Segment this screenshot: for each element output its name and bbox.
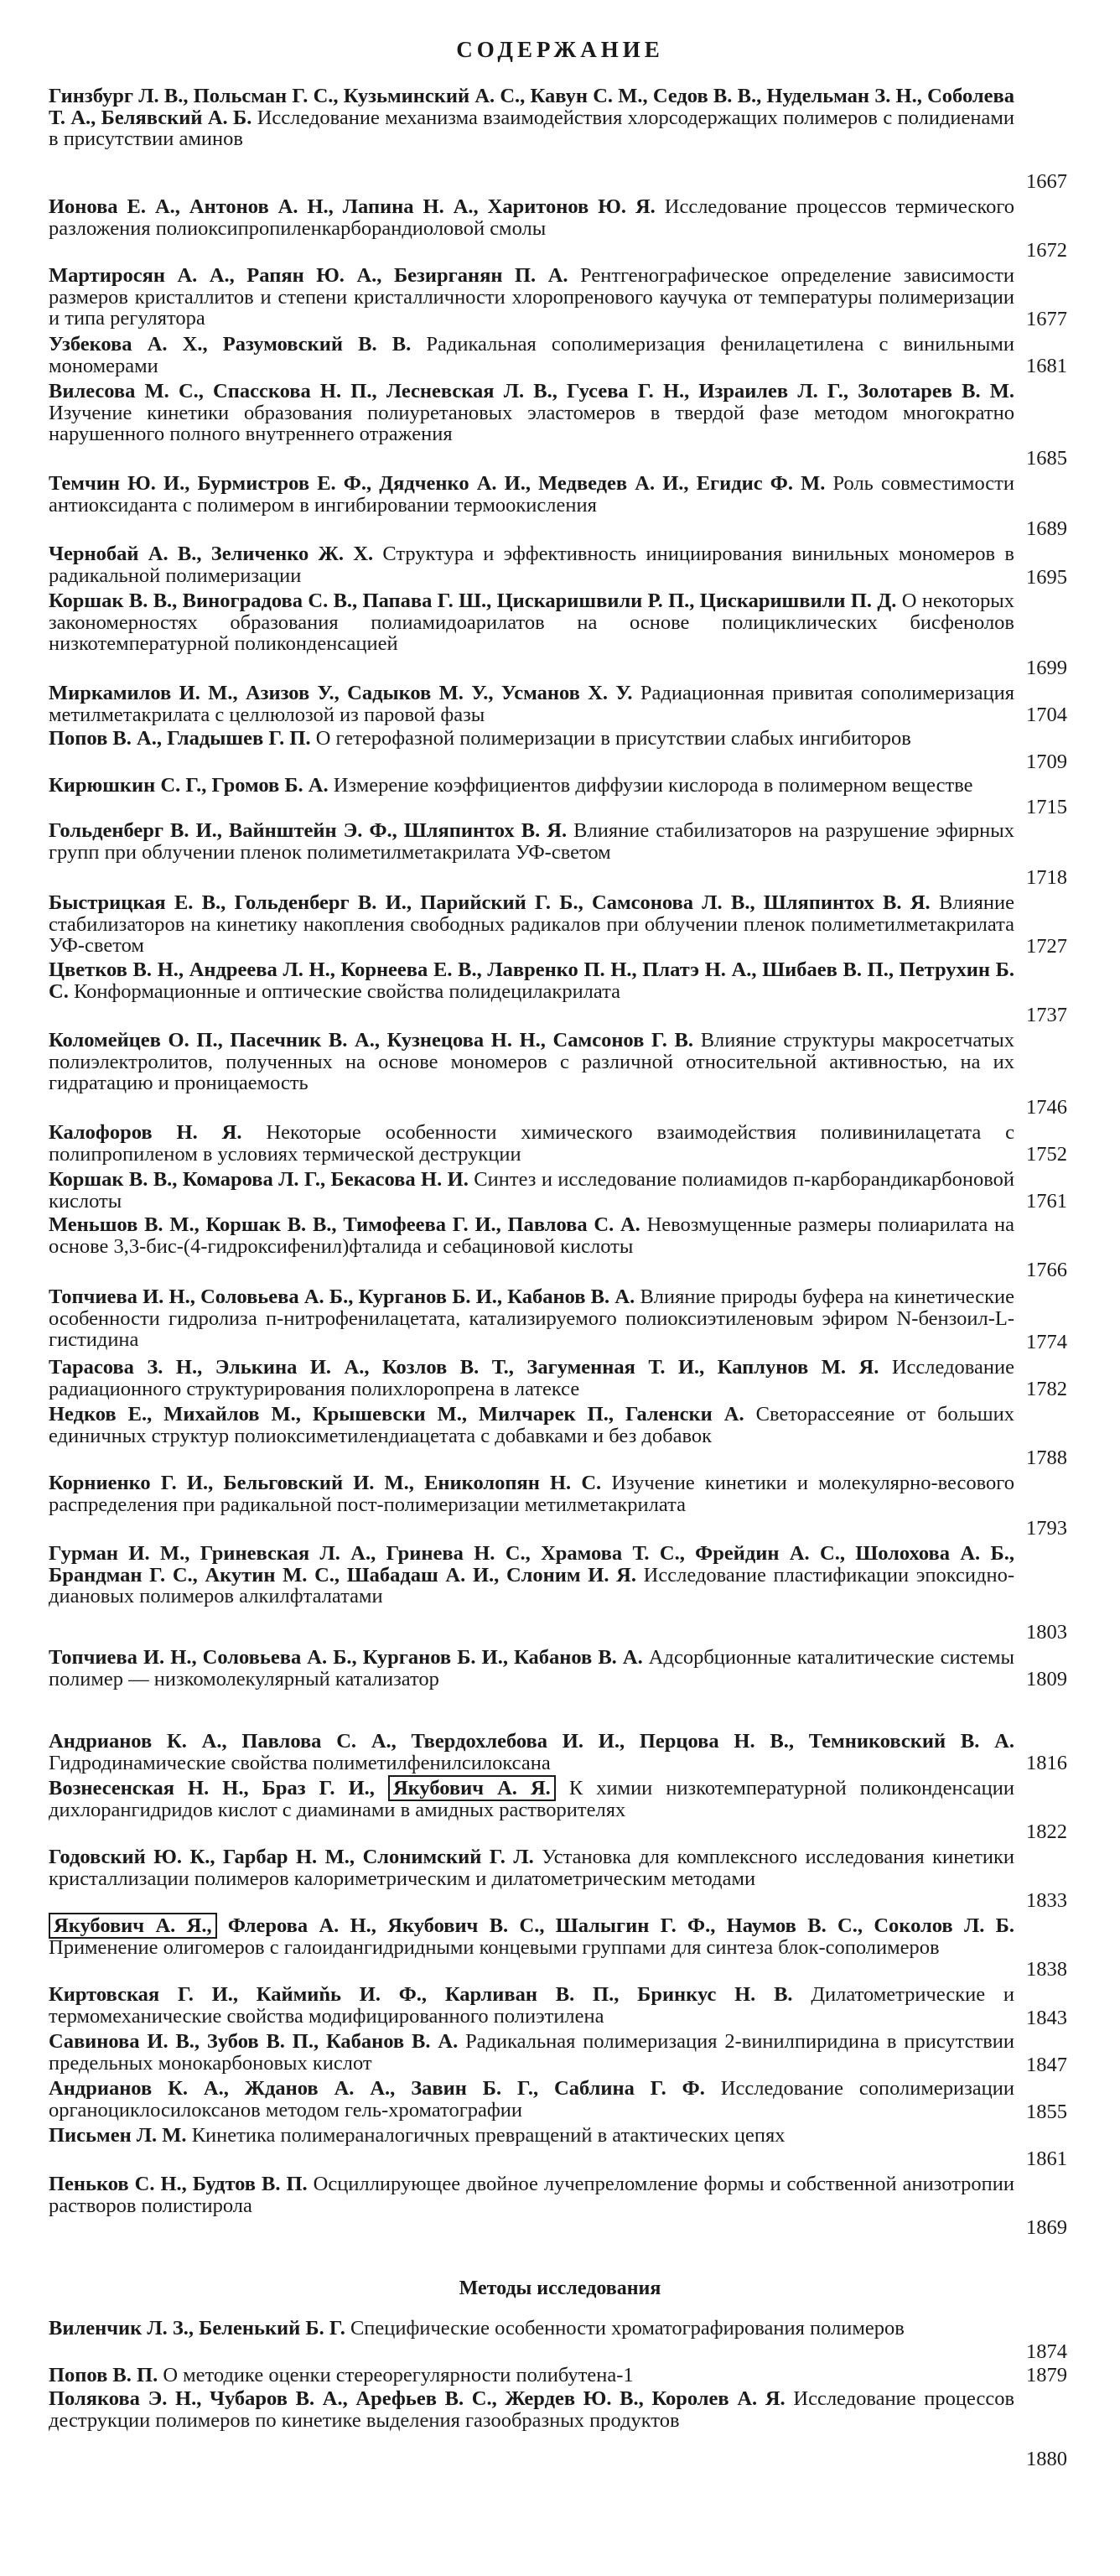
- entry-authors: Полякова Э. Н., Чубаров В. А., Арефьев В. С., Жердев Ю. В., Королев А. Я.: [49, 2387, 786, 2410]
- entry-authors-boxed: Якубович А. Я.: [388, 1775, 556, 1801]
- entry-page-number: 1695: [1026, 566, 1067, 589]
- entry-page-number: 1879: [1026, 2364, 1067, 2386]
- entry-page-number: 1737: [1026, 1004, 1067, 1026]
- entry-authors: Савинова И. В., Зубов В. П., Кабанов В. А.: [49, 2030, 459, 2053]
- entry-title: Светорассеяние от больших единичных структур полиоксиметилендиацетата с добавками и без добавок: [49, 1403, 1015, 1447]
- toc-entry[interactable]: [49, 1122, 1014, 1165]
- toc-entry[interactable]: [49, 820, 1014, 863]
- toc-entry[interactable]: [49, 775, 1014, 797]
- entry-title: Исследование сополимеризации органоциклосилоксанов методом гель-хроматографии: [49, 2077, 1015, 2122]
- entry-page-number: 1685: [1026, 447, 1067, 470]
- toc-entry[interactable]: [49, 381, 1014, 445]
- entry-title: Радикальная полимеризация 2-винилпиридина в присутствии предельных монокарбоновых кислот: [49, 2030, 1014, 2075]
- entry-authors: Коршак В. В., Комарова Л. Г., Бекасова Н. И.: [49, 1168, 469, 1191]
- toc-entry[interactable]: [49, 590, 1014, 655]
- toc-entry[interactable]: [49, 2318, 1014, 2340]
- entry-page-number: 1672: [1026, 239, 1067, 262]
- entry-page-number: 1816: [1026, 1752, 1067, 1774]
- entry-title: О методике оценки стереорегулярности полибутена-1: [163, 2364, 634, 2386]
- entry-title: Исследование пластификации эпоксидно-диановых полимеров алкилфталатами: [49, 1563, 1014, 1608]
- entry-page-number: 1718: [1026, 866, 1067, 889]
- entry-title: Установка для комплексного исследования кинетики кристаллизации полимеров калориметрическим и дилатометрическим методами: [49, 1846, 1014, 1890]
- entry-page-number: 1727: [1026, 935, 1067, 958]
- section-heading: Методы исследования: [459, 2277, 661, 2299]
- entry-page-number: 1709: [1026, 750, 1067, 773]
- toc-entry[interactable]: [49, 1984, 1014, 2027]
- entry-page-number: 1803: [1026, 1621, 1067, 1644]
- entry-authors: Темчин Ю. И., Бурмистров Е. Ф., Дядченко А. И., Медведев А. И., Егидис Ф. М.: [49, 472, 826, 495]
- entry-authors: Миркамилов И. М., Азизов У., Садыков М. У., Усманов Х. У.: [49, 682, 633, 704]
- toc-entry[interactable]: [49, 1731, 1014, 1774]
- toc-entry[interactable]: [49, 473, 1014, 516]
- entry-authors: Цветков В. Н., Андреева Л. Н., Корнеева Е. В., Лавренко П. Н., Платэ Н. А., Шибаев В. П., Петрухин Б. С.: [49, 958, 1014, 1003]
- entry-title: Роль совместимости антиоксиданта с полимером в ингибировании термоокисления: [49, 472, 1014, 517]
- entry-title: Конформационные и оптические свойства полидецилакрилата: [73, 979, 621, 1003]
- entry-title: Исследование процессов термического разложения полиоксипропиленкарборандиоловой смолы: [49, 195, 1015, 240]
- toc-entry[interactable]: [49, 2125, 1014, 2147]
- entry-title: Специфические особенности хроматографирования полимеров: [350, 2317, 905, 2340]
- entry-page-number: 1699: [1026, 657, 1067, 679]
- entry-title: Некоторые особенности химического взаимодействия поливинилацетата с полипропиленом в условиях термической деструкции: [49, 1121, 1015, 1166]
- entry-title: Влияние структуры макросетчатых полиэлектролитов, полученных на основе мономеров с различной относительной активностью, на их гидратацию и проницаемость: [49, 1029, 1014, 1095]
- entry-page-number: 1752: [1026, 1143, 1067, 1166]
- entry-page-number: 1869: [1026, 2216, 1067, 2239]
- entry-page-number: 1715: [1026, 796, 1067, 818]
- entry-title: Радикальная сополимеризация фенилацетилена с винильными мономерами: [49, 333, 1014, 377]
- entry-authors: Меньшов В. М., Коршак В. В., Тимофеева Г. И., Павлова С. А.: [49, 1213, 640, 1236]
- entry-page-number: 1809: [1026, 1668, 1067, 1690]
- toc-entry[interactable]: [49, 543, 1014, 586]
- entry-title: Радиационная привитая сополимеризация метилметакрилата с целлюлозой из паровой фазы: [49, 682, 1015, 726]
- entry-authors: Тарасова З. Н., Элькина И. А., Козлов В. Т., Загуменная Т. И., Каплунов М. Я.: [49, 1356, 879, 1379]
- toc-entry[interactable]: [49, 1030, 1014, 1094]
- entry-title: Дилатометрические и термомеханические свойства модифицированного полиэтилена: [49, 1983, 1015, 2028]
- toc-entry[interactable]: [49, 334, 1014, 377]
- entry-authors: Мартиросян А. А., Рапян Ю. А., Безирганян П. А.: [49, 264, 568, 287]
- entry-title: Исследование радиационного структурирования полихлоропрена в латексе: [49, 1356, 1015, 1400]
- entry-title: Синтез и исследование полиамидов п-карборандикарбоновой кислоты: [49, 1168, 1014, 1213]
- entry-page-number: 1774: [1026, 1331, 1067, 1353]
- entry-authors: Андрианов К. А., Павлова С. А., Твердохлебова И. И., Перцова Н. В., Темниковский В. А.: [49, 1730, 1014, 1753]
- entry-authors: Быстрицкая Е. В., Гольденберг В. И., Парийский Г. Б., Самсонова Л. В., Шляпинтох В. Я.: [49, 891, 931, 914]
- entry-authors: Коломейцев О. П., Пасечник В. А., Кузнецова Н. Н., Самсонов Г. В.: [49, 1029, 694, 1052]
- toc-entry[interactable]: [49, 1915, 1014, 1958]
- page-title: СОДЕРЖАНИЕ: [456, 37, 664, 62]
- entry-page-number: 1689: [1026, 517, 1067, 540]
- entry-authors: Коршак В. В., Виноградова С. В., Папава Г. Ш., Цискаришвили Р. П., Цискаришвили П. Д.: [49, 589, 897, 612]
- entry-page-number: 1843: [1026, 2007, 1067, 2029]
- toc-entry[interactable]: [49, 1214, 1014, 1257]
- entry-page-number: 1761: [1026, 1190, 1067, 1213]
- entry-title: О гетерофазной полимеризации в присутствии слабых ингибиторов: [315, 727, 911, 750]
- entry-title: Исследование процессов деструкции полимеров по кинетике выделения газообразных продуктов: [49, 2387, 1015, 2432]
- entry-authors: Гольденберг В. И., Вайнштейн Э. Ф., Шляпинтох В. Я.: [49, 819, 568, 842]
- entry-page-number: 1677: [1026, 308, 1067, 330]
- entry-title: Изучение кинетики образования полиуретановых эластомеров в твердой фазе методом многократно нарушенного полного внутреннего отражения: [49, 401, 1014, 446]
- entry-authors: Киртовская Г. И., Каймиňь И. Ф., Карливан В. П., Бринкус Н. В.: [49, 1983, 793, 2006]
- entry-authors: Недков Е., Михайлов М., Крышевски М., Милчарек П., Галенски А.: [49, 1403, 744, 1426]
- entry-title: Невозмущенные размеры полиарилата на основе 3,3-бис-(4-гидроксифенил)фталида и себациновой кислоты: [49, 1213, 1015, 1258]
- entry-page-number: 1880: [1026, 2448, 1067, 2470]
- entry-title: Рентгенографическое определение зависимости размеров кристаллитов и степени кристалличности хлоропренового каучука от температуры полимеризации и типа регулятора: [49, 264, 1014, 330]
- entry-page-number: 1847: [1026, 2054, 1067, 2076]
- toc-entry[interactable]: [49, 728, 1014, 750]
- entry-page-number: 1667: [1026, 170, 1067, 193]
- entry-title: К химии низкотемпературной поликонденсации дихлорангидридов кислот с диаминами в амидных растворителях: [49, 1777, 1015, 1821]
- toc-entry[interactable]: [49, 1404, 1014, 1446]
- entry-authors: Корниенко Г. И., Бельговский И. М., Ениколопян Н. С.: [49, 1472, 602, 1494]
- entry-title: Кинетика полимераналогичных превращений в атактических цепях: [191, 2124, 786, 2147]
- entry-authors: Попов В. А., Гладышев Г. П.: [49, 727, 311, 750]
- entry-page-number: 1746: [1026, 1096, 1067, 1119]
- entry-authors: Кирюшкин С. Г., Громов Б. А.: [49, 774, 329, 797]
- entry-title: Гидродинамические свойства полиметилфенилсилоксана: [49, 1751, 551, 1774]
- entry-authors: Виленчик Л. З., Беленький Б. Г.: [49, 2317, 345, 2340]
- entry-page-number: 1782: [1026, 1378, 1067, 1400]
- entry-authors: Узбекова А. Х., Разумовский В. В.: [49, 333, 412, 356]
- entry-authors: Ионова Е. А., Антонов А. Н., Лапина Н. А., Харитонов Ю. Я.: [49, 195, 656, 218]
- entry-page-number: 1855: [1026, 2101, 1067, 2123]
- entry-authors: Вилесова М. С., Спасскова Н. П., Лесневская Л. В., Гусева Г. Н., Израилев Л. Г., Золотарев В. М.: [49, 380, 1014, 402]
- entry-title: Осциллирующее двойное лучепреломление формы и собственной анизотропии растворов полистирола: [49, 2173, 1014, 2217]
- entry-authors: Попов В. П.: [49, 2364, 158, 2386]
- entry-authors-boxed: Якубович А. Я.,: [49, 1913, 217, 1939]
- entry-authors: Чернобай А. В., Зеличенко Ж. Х.: [49, 543, 374, 565]
- entry-page-number: 1838: [1026, 1958, 1067, 1981]
- entry-title: Адсорбционные каталитические системы полимер — низкомолекулярный катализатор: [49, 1646, 1015, 1690]
- toc-entry[interactable]: [49, 959, 1014, 1002]
- toc-entry[interactable]: [49, 2078, 1014, 2121]
- toc-entry[interactable]: [49, 2365, 1014, 2386]
- toc-entry[interactable]: [49, 1286, 1014, 1351]
- entry-authors: Андрианов К. А., Жданов А. А., Завин Б. Г., Саблина Г. Ф.: [49, 2077, 705, 2100]
- entry-title: Влияние природы буфера на кинетические особенности гидролиза п-нитрофенилацетата, катализируемого полиоксиэтиленовым эфиром N-бензоил-L-гистидина: [49, 1285, 1015, 1352]
- toc-entry[interactable]: [49, 2031, 1014, 2074]
- entry-authors: Пеньков С. Н., Будтов В. П.: [49, 2173, 308, 2195]
- entry-authors: Топчиева И. Н., Соловьева А. Б., Курганов Б. И., Кабанов В. А.: [49, 1285, 635, 1308]
- entry-page-number: 1704: [1026, 704, 1067, 726]
- entry-authors: Гурман И. М., Гриневская Л. А., Гринева Н. С., Храмова Т. С., Фрейдин А. С., Шолохова А. Б., Брандман Г. С., Акутин М. С., Шабадаш А. И., Слоним И. Я.: [49, 1542, 1014, 1587]
- toc-entry[interactable]: [49, 1169, 1014, 1212]
- entry-title: Структура и эффективность инициирования винильных мономеров в радикальной полимеризации: [49, 543, 1015, 587]
- toc-entry[interactable]: [49, 2388, 1014, 2431]
- toc-entry[interactable]: [49, 683, 1014, 725]
- entry-title: Изучение кинетики и молекулярно-весового распределения при радикальной пост-полимеризации метилметакрилата: [49, 1472, 1014, 1516]
- toc-entry[interactable]: [49, 1357, 1014, 1400]
- toc-entry[interactable]: [49, 1778, 1014, 1820]
- entry-title: Измерение коэффициентов диффузии кислорода в полимерном веществе: [333, 774, 973, 797]
- entry-authors: Флерова А. Н., Якубович В. С., Шалыгин Г. Ф., Наумов В. С., Соколов Л. Б.: [227, 1914, 1015, 1937]
- entry-authors: Гинзбург Л. В., Польсман Г. С., Кузьминский А. С., Кавун С. М., Седов В. В., Нудельман З. Н., Соболева Т. А., Белявский А. Б.: [49, 85, 1014, 129]
- entry-page-number: 1874: [1026, 2340, 1067, 2363]
- entry-authors: Топчиева И. Н., Соловьева А. Б., Курганов Б. И., Кабанов В. А.: [49, 1646, 643, 1669]
- toc-entry[interactable]: [49, 1647, 1014, 1690]
- entry-page-number: 1793: [1026, 1517, 1067, 1540]
- entry-authors: Калофоров Н. Я.: [49, 1121, 242, 1144]
- entry-title: О некоторых закономерностях образования полиамидоарилатов на основе полициклических бисфенолов низкотемпературной поликонденсацией: [49, 589, 1015, 656]
- entry-page-number: 1788: [1026, 1446, 1067, 1469]
- toc-entry[interactable]: [49, 892, 1014, 957]
- entry-authors: Годовский Ю. К., Гарбар Н. М., Слонимский Г. Л.: [49, 1846, 534, 1868]
- toc-entry[interactable]: [49, 1846, 1014, 1889]
- entry-page-number: 1822: [1026, 1820, 1067, 1843]
- entry-page-number: 1681: [1026, 355, 1067, 377]
- toc-entry[interactable]: [49, 86, 1014, 150]
- entry-page-number: 1861: [1026, 2148, 1067, 2170]
- toc-entry[interactable]: [49, 1543, 1014, 1607]
- entry-title: Применение олигомеров с галоидангидридными концевыми группами для синтеза блок-сополимеров: [49, 1935, 940, 1959]
- entry-title: Исследование механизма взаимодействия хлорсодержащих полимеров с полидиенами в присутствии аминов: [49, 106, 1014, 151]
- toc-entry[interactable]: [49, 196, 1014, 239]
- entry-authors: Вознесенская Н. Н., Браз Г. И.,: [49, 1777, 375, 1800]
- entry-authors: Письмен Л. М.: [49, 2124, 187, 2147]
- entry-page-number: 1833: [1026, 1889, 1067, 1912]
- entry-page-number: 1766: [1026, 1259, 1067, 1281]
- entry-title: Влияние стабилизаторов на кинетику накопления свободных радикалов при облучении пленок полиметилметакрилата УФ-светом: [49, 891, 1014, 958]
- toc-entry[interactable]: [49, 265, 1014, 330]
- toc-entry[interactable]: [49, 2174, 1014, 2216]
- toc-entry[interactable]: [49, 1472, 1014, 1515]
- entry-title: Влияние стабилизаторов на разрушение эфирных групп при облучении пленок полиметилметакрилата УФ-светом: [49, 819, 1014, 864]
